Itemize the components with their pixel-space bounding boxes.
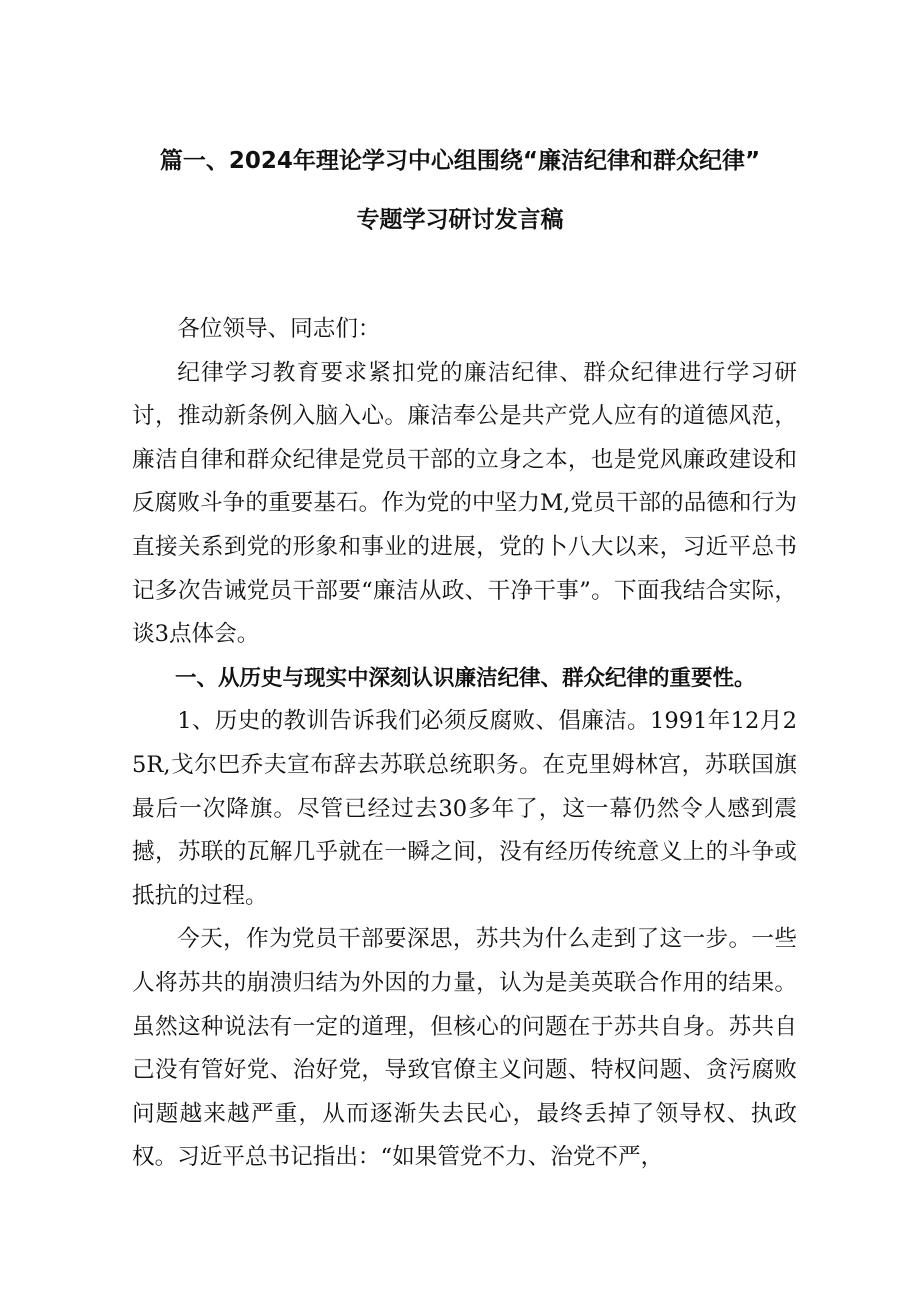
history-lesson-paragraph: 1、历史的教训告诉我们必须反腐败、倡廉洁。1991年12月25R,戈尔巴乔夫宣布辞去苏联总统职务。在克里姆林宫，苏联国旗最后一次降旗。尽管已经过去30多年了，这一幕仍然令人感到震撼，苏联的瓦解几乎就在一瞬之间，没有经历传统意义上的斗争或抵抗的过程。 (132, 708, 797, 909)
salutation-paragraph: 各位领导、同志们： (177, 316, 381, 342)
document-title-line-2: 专题学习研讨发言稿 (356, 207, 564, 233)
reflection-paragraph: 今天，作为党员干部要深思，苏共为什么走到了这一步。一些人将苏共的崩溃归结为外因的力量，认为是美英联合作用的结果。虽然这种说法有一定的道理，但核心的问题在于苏共自身。苏共自己没有管好党、治好党，导致官僚主义问题、特权问题、贪污腐败问题越来越严重，从而逐渐失去民心，最终丢掉了领导权、执政权。习近平总书记指出：“如果管党不力、治党不严， (132, 926, 797, 1171)
document-body (132, 308, 797, 1180)
section-heading-1: 一、从历史与现实中深刻认识廉洁纪律、群众纪律的重要性。 (175, 665, 756, 691)
intro-paragraph: 纪律学习教育要求紧扣党的廉洁纪律、群众纪律进行学习研讨，推动新条例入脑入心。廉洁奉公是共产党人应有的道德风范，廉洁自律和群众纪律是党员干部的立身之本，也是党风廉政建设和反腐败斗争的重要基石。作为党的中坚力M,党员干部的品德和行为直接关系到党的形象和事业的进展，党的卜八大以来，习近平总书记多次告诫党员干部要“廉洁从政、干净干事”。下面我结合实际，谈3点体会。 (132, 359, 797, 648)
document-title-line-1: 篇一、2024年理论学习中心组围绕“廉洁纪律和群众纪律” (159, 148, 761, 174)
